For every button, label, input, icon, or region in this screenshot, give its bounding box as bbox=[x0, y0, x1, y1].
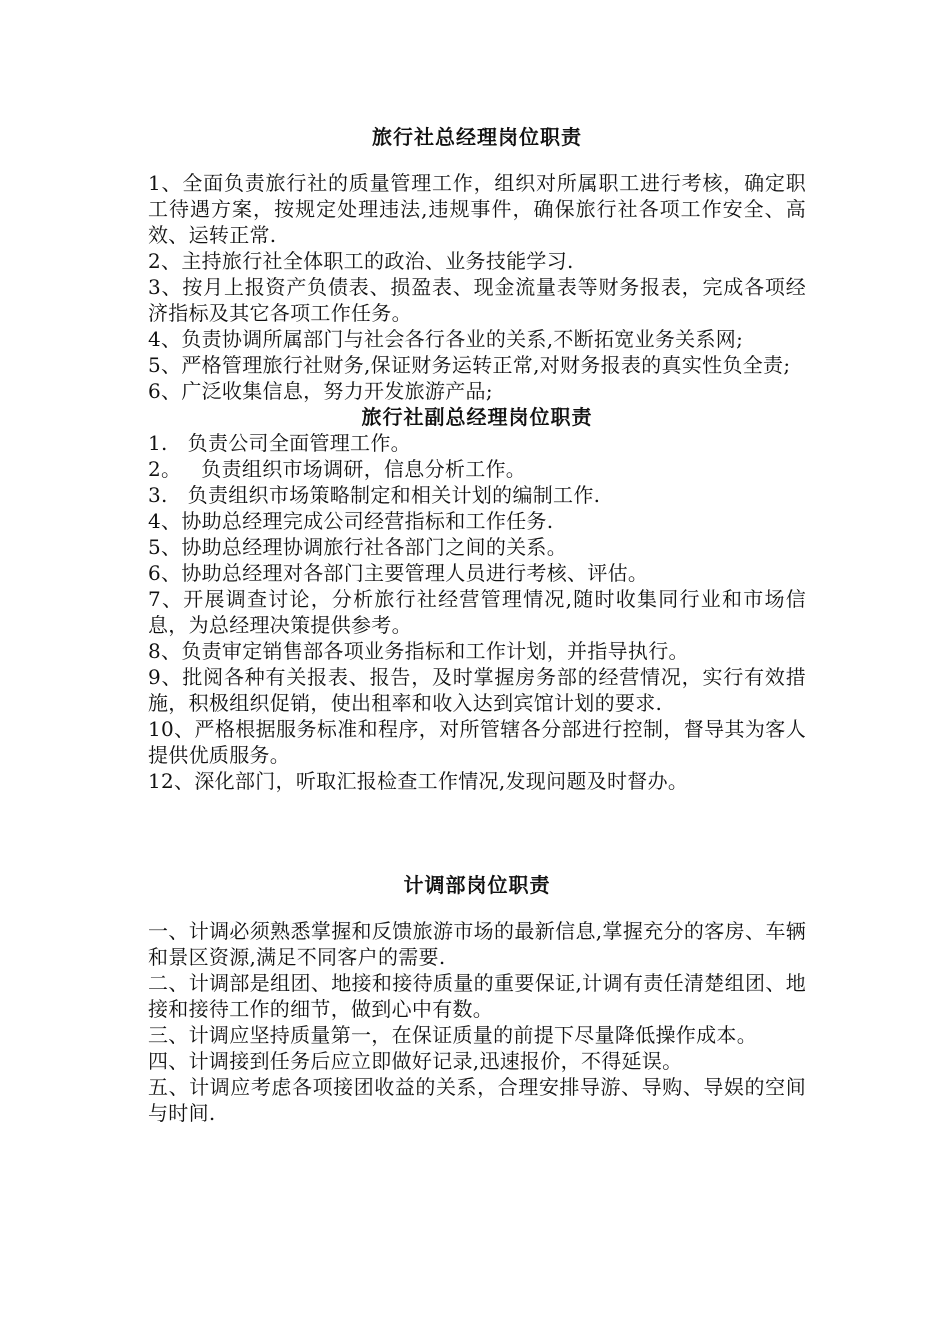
duty-item: 9、批阅各种有关报表、报告，及时掌握房务部的经营情况，实行有效措施，积极组织促销，使出租率和收入达到宾馆计划的要求. bbox=[148, 665, 806, 715]
section-title-planning-department: 计调部岗位职责 bbox=[403, 873, 551, 897]
duty-item: 6、协助总经理对各部门主要管理人员进行考核、评估。 bbox=[148, 561, 649, 585]
duty-item: 10、严格根据服务标准和程序，对所管辖各分部进行控制，督导其为客人提供优质服务。 bbox=[148, 717, 806, 767]
duty-item: 4、协助总经理完成公司经营指标和工作任务. bbox=[148, 509, 554, 533]
duty-item: 四、计调接到任务后应立即做好记录,迅速报价，不得延误。 bbox=[148, 1049, 683, 1073]
duty-item: 二、计调部是组团、地接和接待质量的重要保证,计调有责任清楚组团、地接和接待工作的细节，做到心中有数。 bbox=[148, 971, 806, 1021]
section-general-manager bbox=[148, 122, 806, 404]
duty-item: 3. 负责组织市场策略制定和相关计划的编制工作. bbox=[148, 483, 601, 507]
duty-item: 三、计调应坚持质量第一，在保证质量的前提下尽量降低操作成本。 bbox=[148, 1023, 757, 1047]
duty-list-planning-department bbox=[148, 918, 806, 1126]
document-content bbox=[148, 122, 806, 1126]
duty-item: 1. 负责公司全面管理工作。 bbox=[148, 431, 411, 455]
duty-item: 8、负责审定销售部各项业务指标和工作计划，并指导执行。 bbox=[148, 639, 689, 663]
duty-item: 一、计调必须熟悉掌握和反馈旅游市场的最新信息,掌握充分的客房、车辆和景区资源,满足不同客户的需要. bbox=[148, 919, 806, 969]
section-title-general-manager: 旅行社总经理岗位职责 bbox=[372, 125, 582, 149]
duty-item: 12、深化部门，听取汇报检查工作情况,发现问题及时督办。 bbox=[148, 769, 689, 793]
section-title-deputy-general-manager: 旅行社副总经理岗位职责 bbox=[361, 405, 593, 429]
duty-item: 2、主持旅行社全体职工的政治、业务技能学习. bbox=[148, 249, 574, 273]
duty-item: 7、开展调查讨论，分析旅行社经营管理情况,随时收集同行业和市场信息，为总经理决策提供参考。 bbox=[148, 587, 806, 637]
duty-list-general-manager bbox=[148, 170, 806, 404]
duty-item: 1、全面负责旅行社的质量管理工作，组织对所属职工进行考核，确定职工待遇方案，按规定处理违法,违规事件，确保旅行社各项工作安全、高效、运转正常. bbox=[148, 171, 806, 247]
duty-item: 5、严格管理旅行社财务,保证财务运转正常,对财务报表的真实性负全责; bbox=[148, 353, 791, 377]
duty-item: 4、负责协调所属部门与社会各行各业的关系,不断拓宽业务关系网; bbox=[148, 327, 744, 351]
section-planning-department bbox=[148, 870, 806, 1126]
duty-item: 6、广泛收集信息，努力开发旅游产品; bbox=[148, 379, 493, 403]
duty-list-deputy-general-manager bbox=[148, 430, 806, 794]
duty-item: 2。 负责组织市场调研，信息分析工作。 bbox=[148, 457, 527, 481]
duty-item: 五、计调应考虑各项接团收益的关系，合理安排导游、导购、导娱的空间与时间. bbox=[148, 1075, 806, 1125]
duty-item: 3、按月上报资产负债表、损盈表、现金流量表等财务报表，完成各项经济指标及其它各项工作任务。 bbox=[148, 275, 806, 325]
section-deputy-general-manager bbox=[148, 404, 806, 794]
duty-item: 5、协助总经理协调旅行社各部门之间的关系。 bbox=[148, 535, 568, 559]
